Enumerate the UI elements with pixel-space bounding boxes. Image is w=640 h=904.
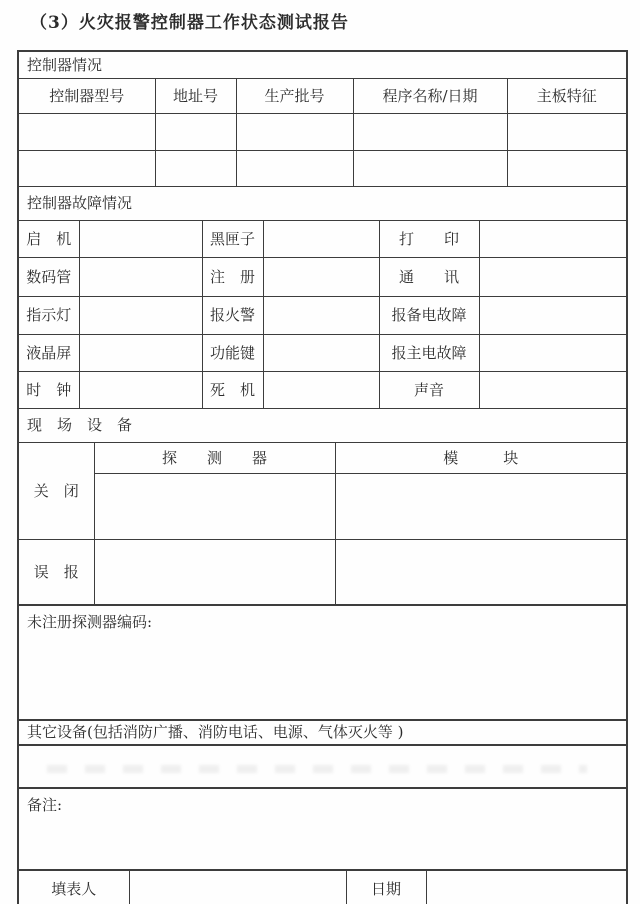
fault-value-sound [479,372,626,409]
fault-label-backup-power-fault: 报备电故障 [379,297,479,335]
row-label-closed: 关 闭 [19,443,94,540]
fault-value-clock [79,372,202,409]
blank-cell [353,151,507,187]
page-title: （3）火灾报警控制器工作状态测试报告 [30,13,349,33]
blank-cell [507,114,626,151]
table-row [19,114,626,151]
fault-label-startup: 启 机 [19,221,79,258]
fault-label-register: 注 册 [202,258,263,297]
fault-label-digital-tube: 数码管 [19,258,79,297]
blank-cell [507,151,626,187]
unregistered-detector-section [19,605,626,720]
cell-closed-detector [94,474,335,540]
row-label-false-alarm: 误 报 [19,540,94,605]
fault-label-print: 打 印 [379,221,479,258]
fault-value-print [479,221,626,258]
cell-date-value [426,871,626,904]
cell-closed-module [335,474,626,540]
test-report-table [17,50,628,904]
cell-form-filler-value [129,871,346,904]
fault-label-function-keys: 功能键 [202,335,263,372]
controller-fault-grid [19,221,626,409]
other-devices-blank-row [19,745,626,788]
cell-false-alarm-detector [94,540,335,605]
table-row [19,151,626,187]
fault-value-lcd-screen [79,335,202,372]
fault-value-communication [479,258,626,297]
header-mainboard-feature: 主板特征 [507,79,626,114]
field-devices-grid [19,443,626,605]
fault-label-black-box: 黑匣子 [202,221,263,258]
fault-value-register [263,258,379,297]
header-program-name-date: 程序名称/日期 [353,79,507,114]
fault-label-main-power-fault: 报主电故障 [379,335,479,372]
blank-cell [236,114,353,151]
label-date: 日期 [346,871,426,904]
fault-value-function-keys [263,335,379,372]
fault-label-communication: 通 讯 [379,258,479,297]
controller-info-grid [19,79,626,187]
fault-value-backup-power-fault [479,297,626,335]
label-form-filler: 填表人 [19,871,129,904]
fault-value-black-box [263,221,379,258]
field-devices-section [19,409,626,443]
blank-cell [19,114,155,151]
header-detector: 探 测 器 [94,443,335,474]
section-label-controller-info: 控制器情况 [19,52,626,79]
label-other-devices: 其它设备(包括消防广播、消防电话、电源、气体灭火等 ) [19,721,626,745]
table-row [19,372,626,409]
fault-label-fire-alarm: 报火警 [202,297,263,335]
fault-value-crash [263,372,379,409]
label-remarks: 备注: [19,789,626,870]
signature-row [19,870,626,904]
table-row [19,540,626,605]
header-address-no: 地址号 [155,79,236,114]
remarks-section [19,788,626,870]
cell-false-alarm-module [335,540,626,605]
fault-value-indicator-light [79,297,202,335]
fault-label-sound: 声音 [379,372,479,409]
fault-label-clock: 时 钟 [19,372,79,409]
fault-label-crash: 死 机 [202,372,263,409]
table-row [19,335,626,372]
table-row [19,297,626,335]
fault-value-fire-alarm [263,297,379,335]
table-row [19,474,626,540]
blank-cell [155,151,236,187]
controller-fault-section [19,187,626,221]
blank-cell [19,746,626,788]
fault-value-main-power-fault [479,335,626,372]
table-row [19,443,626,474]
label-unregistered-detector-code: 未注册探测器编码: [19,606,626,720]
table-row [19,258,626,297]
blank-cell [353,114,507,151]
fault-label-indicator-light: 指示灯 [19,297,79,335]
header-production-batch: 生产批号 [236,79,353,114]
table-row [19,79,626,114]
other-devices-section [19,720,626,745]
fault-value-digital-tube [79,258,202,297]
blank-cell [155,114,236,151]
section-label-controller-fault: 控制器故障情况 [19,187,626,221]
header-module: 模 块 [335,443,626,474]
fault-value-startup [79,221,202,258]
blank-cell [19,151,155,187]
controller-info-section [19,52,626,79]
blank-cell [236,151,353,187]
header-controller-model: 控制器型号 [19,79,155,114]
fault-label-lcd-screen: 液晶屏 [19,335,79,372]
table-row [19,221,626,258]
section-label-field-devices: 现 场 设 备 [19,409,626,443]
scan-artifact [47,765,587,773]
